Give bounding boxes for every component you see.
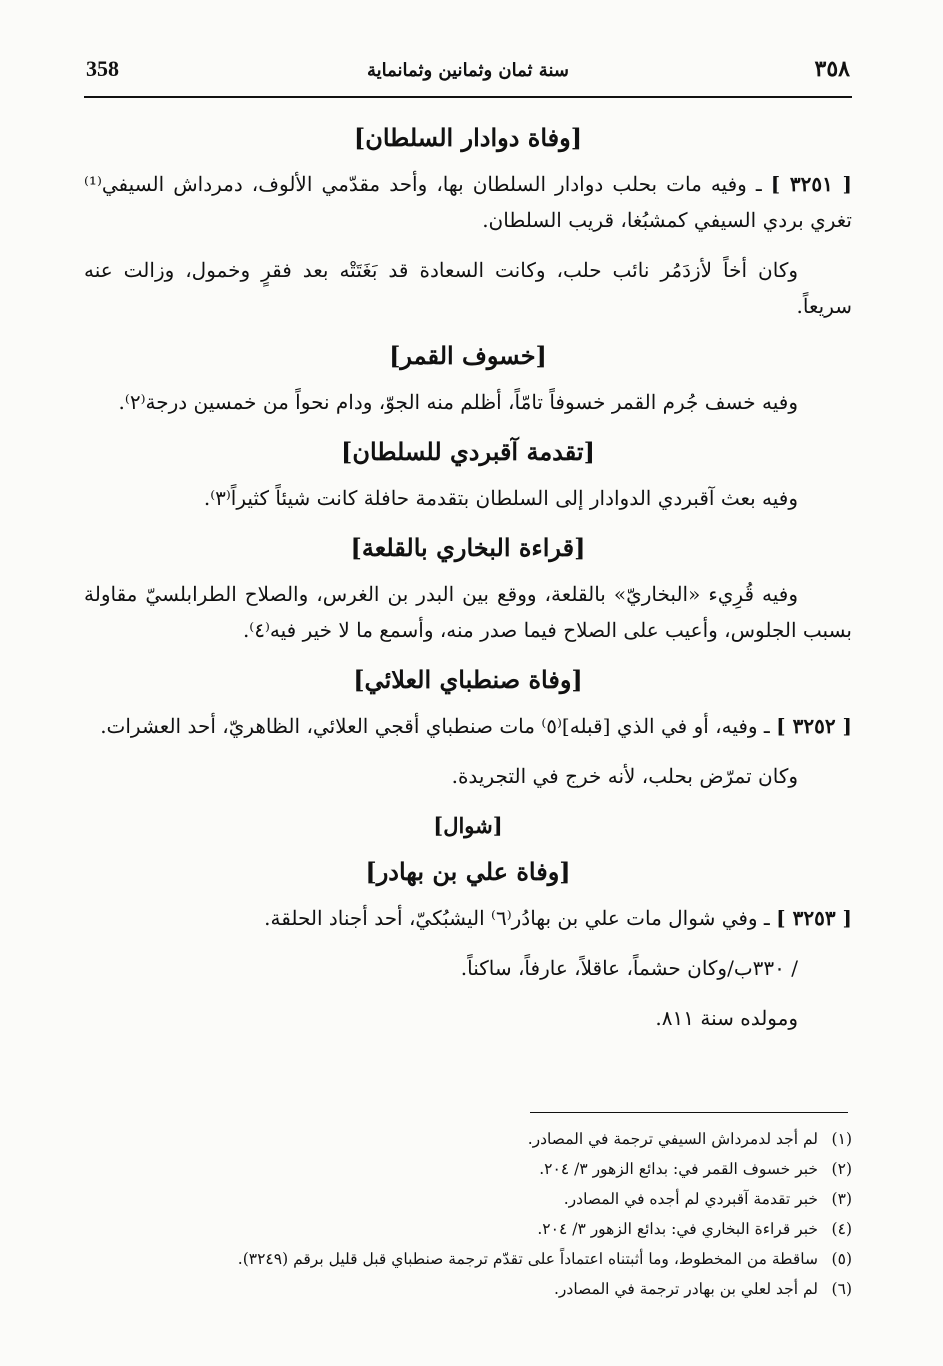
paragraph-text: وكان أخاً لأزدَمُر نائب حلب، وكانت السعادة قد بَغَتَتْه بعد فقرٍ وخمول، وزالت عنه سريعاً. [84,258,852,318]
paragraph [84,900,852,936]
section-heading: [شوال] [433,813,503,838]
paragraph [84,708,852,744]
footnote-number: (٣) [831,1190,852,1208]
paragraph-text: / ٣٣٠ب/وكان حشماً، عاقلاً، عارفاً، ساكناً. [460,956,798,980]
page-header [84,56,852,98]
paragraph [84,252,852,324]
footnote-text: خبر خسوف القمر في: بدائع الزهور ٣/ ٢٠٤. [539,1160,818,1178]
section-heading: [خسوف القمر] [389,341,547,370]
main-text [84,114,852,1050]
footnote-text: ساقطة من المخطوط، وما أثبتناه اعتماداً على تقدّم ترجمة صنطباي قبل قليل برقم (٣٢٤٩). [237,1250,818,1268]
footnote [84,1274,852,1304]
paragraph-text: وفيه بعث آقبردي الدوادار إلى السلطان بتقدمة حافلة كانت شيئاً كثيراً⁽٣⁾. [203,486,798,510]
paragraph-text: وفيه قُرِيء «البخاريّ» بالقلعة، ووقع بين البدر بن الغرس، والصلاح الطرابلسيّ مقاولة بسبب الجلوس، وأعيب على الصلاح فيما صدر منه، وأسمع ما لا خير فيه⁽٤⁾. [84,582,852,642]
footnote-number: (٦) [831,1280,852,1298]
footnote-text: لم أجد لدمرداش السيفي ترجمة في المصادر. [527,1130,818,1148]
paragraph-text: ـ وفيه، أو في الذي [قبله]⁽٥⁾ مات صنطباي أقجي العلائي، الظاهريّ، أحد العشرات. [100,714,770,738]
footnote [84,1184,852,1214]
entry-number: [ ٣٢٥٢ ] [776,714,852,738]
footnote-number: (٢) [831,1160,852,1178]
footnote-text: لم أجد لعلي بن بهادر ترجمة في المصادر. [554,1280,818,1298]
paragraph [84,758,852,794]
page-number-latin: 358 [86,56,119,81]
paragraph-text: ومولده سنة ٨١١. [655,1006,798,1030]
paragraph-text: وكان تمرّض بحلب، لأنه خرج في التجريدة. [451,764,798,788]
footnote [84,1124,852,1154]
footnote-number: (٥) [831,1250,852,1268]
paragraph-text: وفيه خسف جُرم القمر خسوفاً تامّاً، أظلم منه الجوّ، ودام نحواً من خمسين درجة⁽٢⁾. [118,390,798,414]
footnote-text: خبر تقدمة آقبردي لم أجده في المصادر. [563,1190,818,1208]
page-number-arabic: ٣٥٨ [814,56,850,82]
section-heading: [قراءة البخاري بالقلعة] [350,533,586,562]
section-heading: [وفاة صنطباي العلائي] [353,665,583,694]
section-heading: [تقدمة آقبردي للسلطان] [341,437,595,466]
paragraph [84,480,852,516]
footnote-number: (١) [831,1130,852,1148]
footnote [84,1154,852,1184]
paragraph [84,384,852,420]
footnotes [84,1124,852,1304]
paragraph-text: ـ وفيه مات بحلب دوادار السلطان بها، وأحد مقدّمي الألوف، دمرداش السيفي⁽¹⁾ تغري بردي السيفي كمشبُغا، قريب السلطان. [84,172,852,232]
footnote-text: خبر قراءة البخاري في: بدائع الزهور ٣/ ٢٠٤. [537,1220,818,1238]
paragraph [84,1000,852,1036]
entry-number: [ ٣٢٥١ ] [770,172,852,196]
paragraph [84,950,852,986]
footnote-number: (٤) [831,1220,852,1238]
paragraph [84,166,852,238]
section-heading: [وفاة علي بن بهادر] [365,857,571,886]
footnote [84,1214,852,1244]
paragraph-text: ـ وفي شوال مات علي بن بهادُر⁽٦⁾ اليشبُكيّ، أحد أجناد الحلقة. [264,906,770,930]
footnote [84,1244,852,1274]
section-heading: [وفاة دوادار السلطان] [353,123,583,152]
footnote-divider [530,1112,848,1113]
entry-number: [ ٣٢٥٣ ] [776,906,852,930]
running-title: سنة ثمان وثمانين وثمانماية [367,60,569,81]
paragraph [84,576,852,648]
